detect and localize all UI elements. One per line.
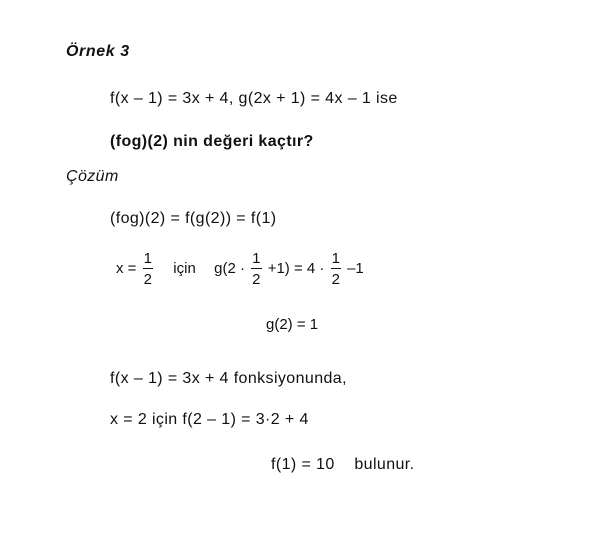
given-functions: f(x – 1) = 3x + 4, g(2x + 1) = 4x – 1 ise [110,90,398,107]
fraction-numerator: 1 [143,250,152,267]
fraction-numerator: 1 [252,250,261,267]
fraction-one-half-3 [331,251,341,287]
fraction-one-half [143,251,153,287]
fraction-one-half-2 [251,251,261,287]
x-equals: x = [116,259,137,277]
for-text: için [173,259,196,277]
solution-step-3: g(2) = 1 [266,316,319,333]
result-text: bulunur. [354,456,415,473]
g-open: g(2 · [214,259,245,277]
solution-step-6 [271,456,415,474]
solution-step-1: (fog)(2) = f(g(2)) = f(1) [110,210,277,227]
result-value: f(1) = 10 [271,456,335,473]
fraction-denominator: 2 [143,271,152,288]
solution-step-2 [116,251,364,287]
solution-step-5: x = 2 için f(2 – 1) = 3·2 + 4 [110,411,309,428]
question-text: (fog)(2) nin değeri kaçtır? [110,133,314,150]
example-heading: Örnek 3 [66,43,130,60]
solution-heading: Çözüm [66,168,119,185]
solution-step-4: f(x – 1) = 3x + 4 fonksiyonunda, [110,370,347,387]
fraction-denominator: 2 [331,271,340,288]
fraction-numerator: 1 [331,250,340,267]
g-close: +1) = 4 · [267,259,325,277]
minus-one: –1 [347,259,364,277]
fraction-denominator: 2 [252,271,261,288]
